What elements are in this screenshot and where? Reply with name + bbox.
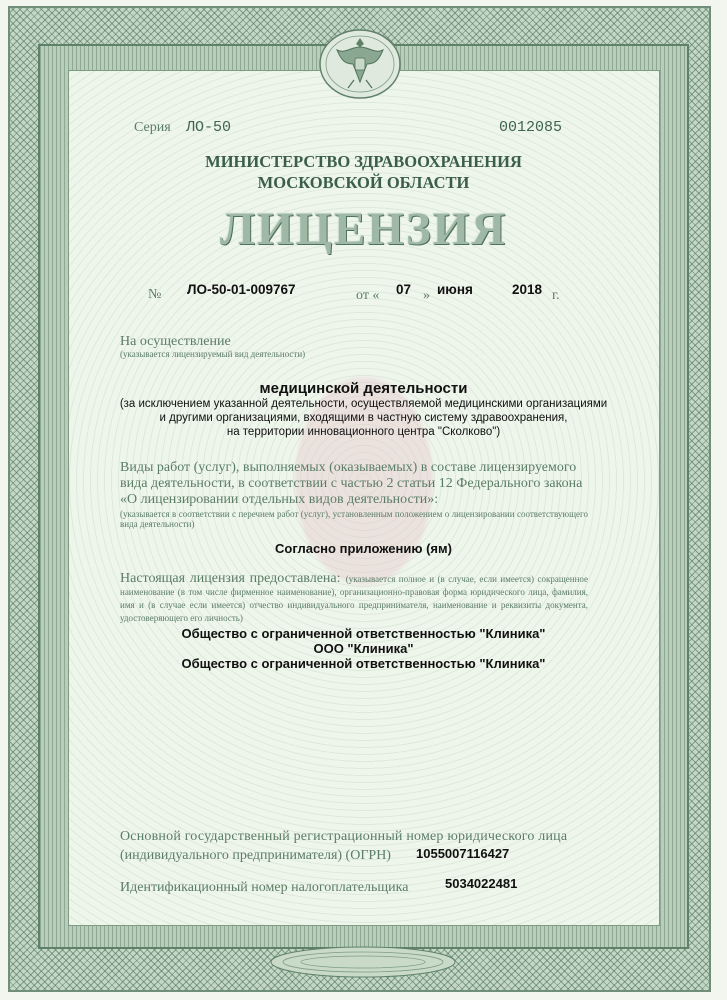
- license-number: ЛО-50-01-009767: [187, 282, 296, 297]
- grantee-short-name: ООО "Клиника": [313, 641, 414, 656]
- bottom-guilloche-ornament: [268, 944, 458, 980]
- grantee-label: Настоящая лицензия предоставлена:: [120, 571, 341, 586]
- activity-exception-line3: на территории инновационного центра "Сколково"): [226, 426, 501, 438]
- works-line3: «О лицензировании отдельных видов деятельности»:: [120, 492, 439, 507]
- inn-value: 5034022481: [445, 876, 518, 891]
- grantee-firm-name: Общество с ограниченной ответственностью "Клиника": [181, 656, 546, 671]
- activity-exception-line2: и другими организациями, входящими в частную систему здравоохранения,: [159, 412, 568, 424]
- series-value: ЛО-50: [186, 119, 232, 136]
- works-value: Согласно приложению (ям): [275, 541, 452, 556]
- grantee-hint: (указывается полное и (в случае, если имеется) сокращенное наименование (в том числе фирменное наименование), организационно-правовая форма юридического лица, фамилия, имя и (в случае если имеется) отчество индивидуального предпринимателя, наименование и реквизиты документа, удостоверяющего его личность): [120, 574, 588, 623]
- serial-number: 0012085: [499, 119, 563, 136]
- ogrn-value: 1055007116427: [416, 846, 510, 861]
- ministry-name-line2: МОСКОВСКОЙ ОБЛАСТИ: [257, 173, 470, 192]
- series-label: Серия: [134, 120, 171, 135]
- year-suffix: г.: [552, 288, 560, 303]
- date-year: 2018: [512, 282, 543, 297]
- works-line1: Виды работ (услуг), выполняемых (оказываемых) в составе лицензируемого: [120, 460, 577, 475]
- date-day: 07: [396, 282, 412, 297]
- ministry-name-line1: МИНИСТЕРСТВО ЗДРАВООХРАНЕНИЯ: [205, 152, 522, 171]
- activity-intro-hint: (указывается лицензируемый вид деятельности): [120, 349, 306, 359]
- number-label: №: [148, 287, 162, 302]
- ogrn-label-line2: (индивидуального предпринимателя) (ОГРН): [120, 848, 391, 863]
- coat-of-arms-icon: [315, 20, 405, 100]
- license-title: ЛИЦЕНЗИЯ: [219, 203, 508, 255]
- grantee-full-name: Общество с ограниченной ответственностью "Клиника": [181, 626, 546, 641]
- grantee-block: [120, 572, 588, 624]
- date-month: июня: [437, 282, 473, 297]
- date-quote-close: »: [423, 288, 430, 303]
- activity-intro-label: На осуществление: [120, 334, 231, 349]
- inn-label: Идентификационный номер налогоплательщика: [120, 880, 409, 895]
- activity-name: медицинской деятельности: [259, 380, 468, 397]
- activity-exception-line1: (за исключением указанной деятельности, осуществляемой медицинскими организациями: [119, 398, 608, 410]
- date-from-label: от «: [356, 288, 380, 303]
- works-hint: (указывается в соответствии с перечнем работ (услуг), установленным положением о лицензировании соответствующего вида деятельности): [120, 509, 588, 529]
- works-line2: вида деятельности, в соответствии с частью 2 статьи 12 Федерального закона: [120, 476, 583, 491]
- ogrn-label-line1: Основной государственный регистрационный номер юридического лица: [120, 829, 568, 844]
